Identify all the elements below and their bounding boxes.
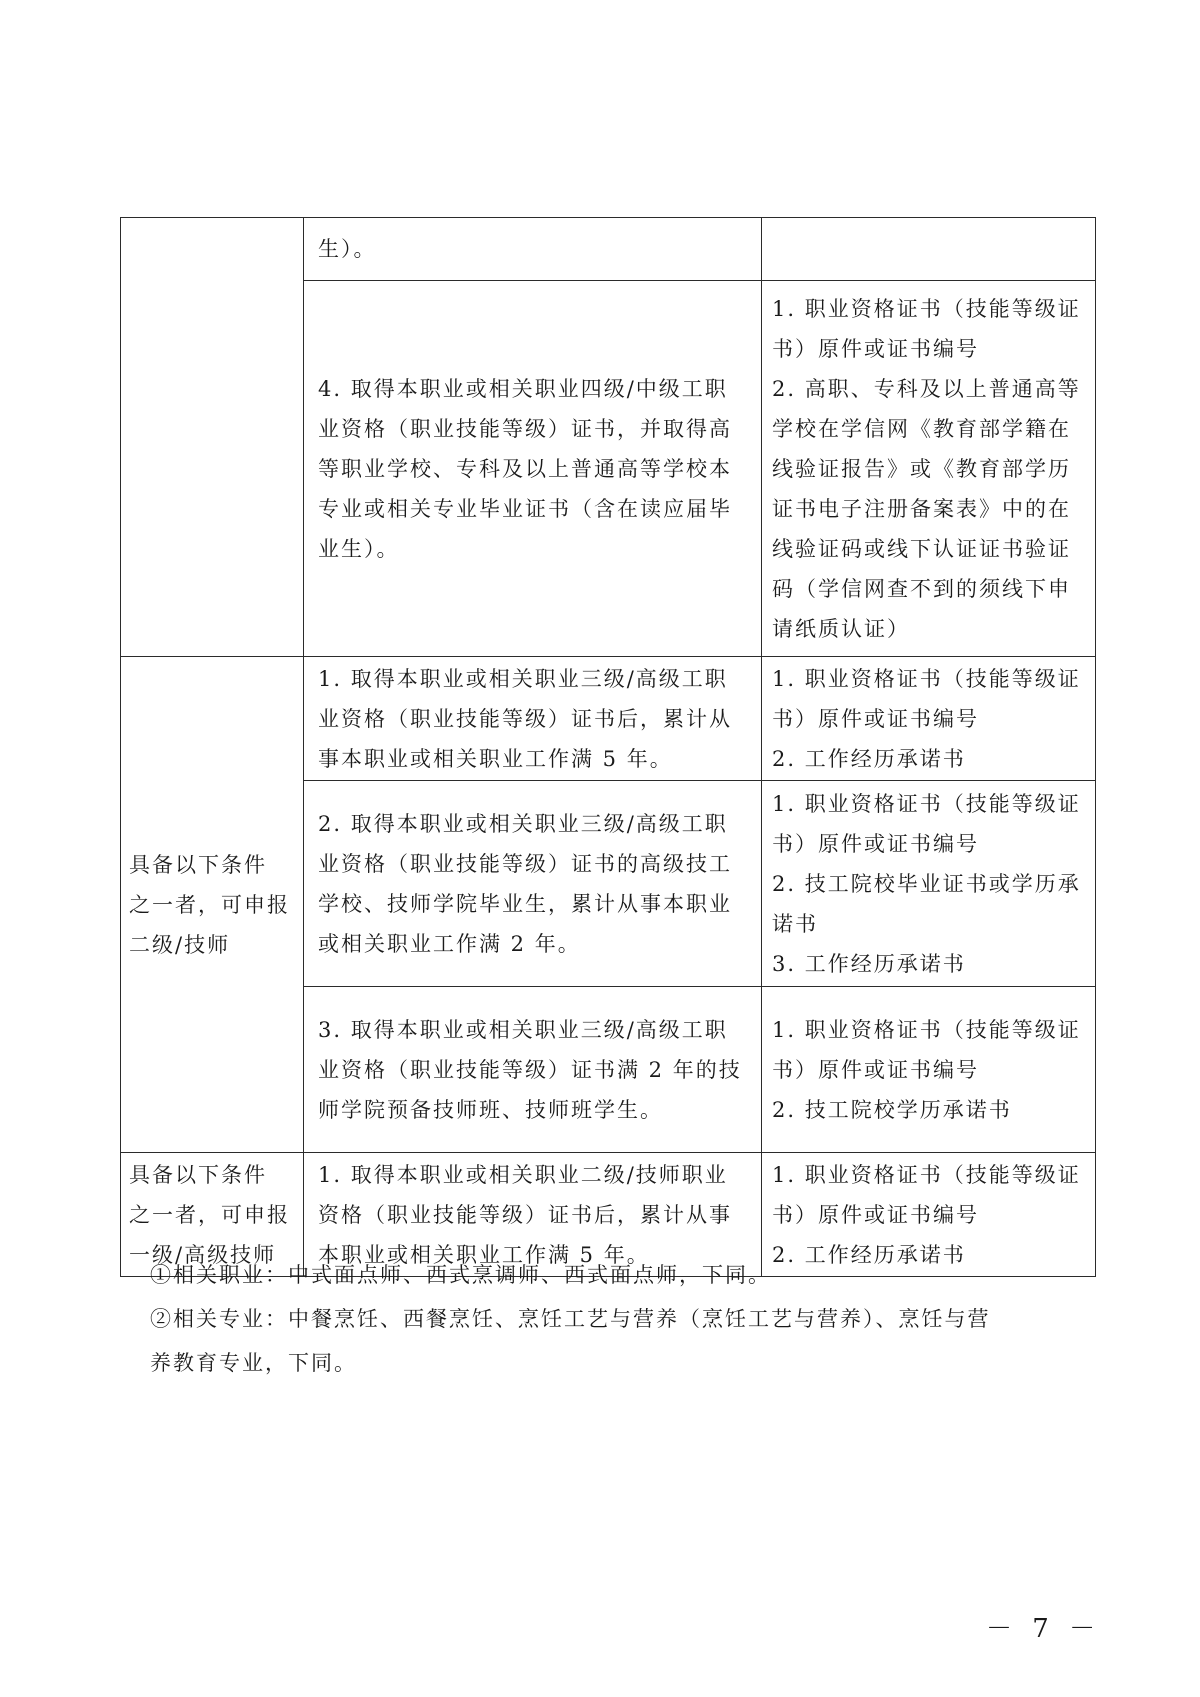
condition-line: 专业或相关专业毕业证书（含在读应届毕 [318, 496, 732, 521]
qualification-table [120, 217, 1096, 1277]
condition-line: 业资格（职业技能等级）证书满 2 年的技 [318, 1057, 742, 1082]
condition-line: 2. 取得本职业或相关职业三级/高级工职 [318, 811, 728, 836]
condition-cell [304, 781, 762, 987]
footnotes [150, 1253, 1090, 1385]
condition-line: 1. 取得本职业或相关职业二级/技师职业 [318, 1162, 728, 1187]
condition-line: 资格（职业技能等级）证书后，累计从事 [318, 1202, 732, 1227]
materials-line: 书）原件或证书编号 [772, 831, 979, 856]
materials-cell [762, 657, 1096, 781]
materials-line: 书）原件或证书编号 [772, 1057, 979, 1082]
condition-line: 业资格（职业技能等级）证书后，累计从 [318, 706, 732, 731]
materials-line: 1. 职业资格证书（技能等级证 [772, 666, 1081, 691]
category-cell-level2 [121, 657, 304, 1153]
materials-line: 1. 职业资格证书（技能等级证 [772, 1017, 1081, 1042]
page-number: － 7 － [986, 1614, 1102, 1644]
category-cell-continued [121, 218, 304, 657]
materials-line: 诺书 [772, 911, 818, 936]
category-line: 二级/技师 [129, 932, 231, 957]
materials-line: 请纸质认证） [772, 616, 910, 641]
footnote-related-majors: ②相关专业：中餐烹饪、西餐烹饪、烹饪工艺与营养（烹饪工艺与营养）、烹饪与营 [150, 1307, 991, 1331]
materials-cell [762, 987, 1096, 1153]
materials-line: 学校在学信网《教育部学籍在 [772, 416, 1071, 441]
footnote-related-majors-continued: 养教育专业，下同。 [150, 1351, 357, 1375]
materials-line: 码（学信网查不到的须线下申 [772, 576, 1071, 601]
materials-line: 线验证码或线下认证证书验证 [772, 536, 1071, 561]
condition-line: 3. 取得本职业或相关职业三级/高级工职 [318, 1017, 728, 1042]
materials-line: 书）原件或证书编号 [772, 1202, 979, 1227]
condition-line: 事本职业或相关职业工作满 5 年。 [318, 746, 673, 771]
condition-cell [304, 218, 762, 281]
condition-line: 生）。 [318, 237, 377, 261]
footnote-related-occupations: ①相关职业：中式面点师、西式烹调师、西式面点师，下同。 [150, 1263, 771, 1287]
materials-cell [762, 281, 1096, 657]
materials-line: 2. 工作经历承诺书 [772, 746, 966, 771]
materials-line: 1. 职业资格证书（技能等级证 [772, 791, 1081, 816]
category-line: 之一者，可申报 [129, 1202, 290, 1227]
materials-line: 线验证报告》或《教育部学历 [772, 456, 1071, 481]
condition-line: 业资格（职业技能等级）证书，并取得高 [318, 416, 732, 441]
category-line: 一级/高级技师 [129, 1242, 277, 1267]
category-line: 之一者，可申报 [129, 892, 290, 917]
condition-cell [304, 987, 762, 1153]
materials-line: 2. 技工院校学历承诺书 [772, 1097, 1012, 1122]
condition-line: 或相关职业工作满 2 年。 [318, 931, 581, 956]
condition-line: 4. 取得本职业或相关职业四级/中级工职 [318, 376, 728, 401]
condition-line: 师学院预备技师班、技师班学生。 [318, 1097, 663, 1122]
materials-line: 1. 职业资格证书（技能等级证 [772, 1162, 1081, 1187]
materials-line: 2. 高职、专科及以上普通高等 [772, 376, 1081, 401]
materials-line: 3. 工作经历承诺书 [772, 951, 966, 976]
condition-line: 业资格（职业技能等级）证书的高级技工 [318, 851, 732, 876]
materials-cell [762, 781, 1096, 987]
materials-line: 2. 工作经历承诺书 [772, 1242, 966, 1267]
condition-line: 学校、技师学院毕业生，累计从事本职业 [318, 891, 732, 916]
table-row [121, 218, 1096, 281]
materials-line: 2. 技工院校毕业证书或学历承 [772, 871, 1081, 896]
condition-line: 1. 取得本职业或相关职业三级/高级工职 [318, 666, 728, 691]
category-line: 具备以下条件 [129, 852, 267, 877]
materials-cell [762, 218, 1096, 281]
condition-line: 本职业或相关职业工作满 5 年。 [318, 1242, 650, 1267]
condition-line: 等职业学校、专科及以上普通高等学校本 [318, 456, 732, 481]
materials-line: 书）原件或证书编号 [772, 706, 979, 731]
materials-line: 证书电子注册备案表》中的在 [772, 496, 1071, 521]
materials-line: 1. 职业资格证书（技能等级证 [772, 296, 1081, 321]
condition-cell [304, 281, 762, 657]
condition-cell [304, 657, 762, 781]
table-row [121, 657, 1096, 781]
category-line: 具备以下条件 [129, 1162, 267, 1187]
materials-line: 书）原件或证书编号 [772, 336, 979, 361]
condition-line: 业生）。 [318, 536, 400, 561]
